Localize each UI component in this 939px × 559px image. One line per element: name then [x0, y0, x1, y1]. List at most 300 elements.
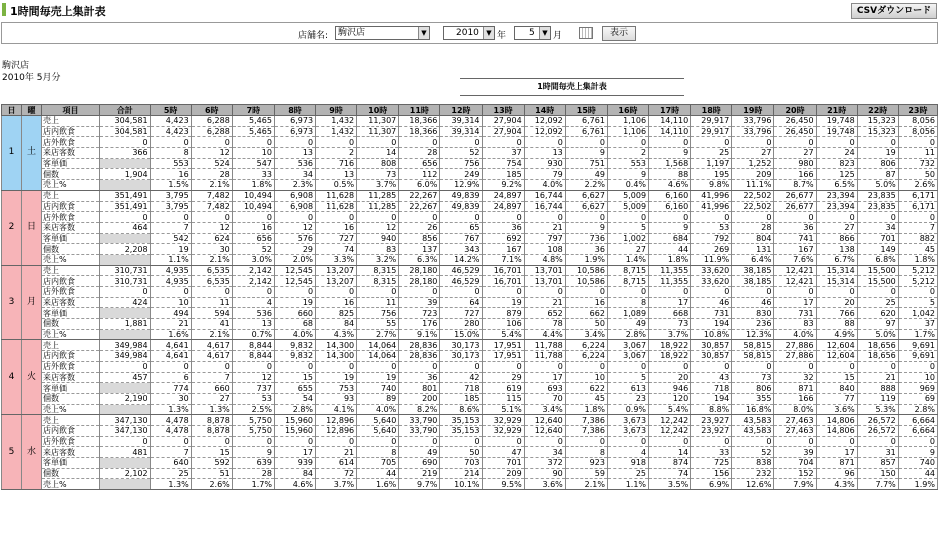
hour-cell: 21: [524, 222, 565, 233]
hour-cell: 830: [732, 308, 774, 319]
hour-cell: 0: [399, 361, 440, 372]
hour-cell: 15,323: [857, 126, 898, 137]
hour-cell: 13: [274, 148, 315, 159]
hour-cell: 12: [191, 148, 232, 159]
hour-cell: 8: [607, 297, 648, 308]
hour-cell: 542: [150, 233, 191, 244]
hour-cell: 11,788: [524, 340, 565, 351]
hour-cell: 660: [274, 308, 315, 319]
hour-cell: 37: [482, 148, 524, 159]
hour-cell: 7,386: [565, 415, 607, 426]
show-button[interactable]: 表示: [602, 26, 636, 41]
total-cell: 0: [100, 137, 151, 148]
hour-cell: 1.8%: [649, 254, 691, 265]
hour-cell: 1,432: [316, 126, 357, 137]
hour-cell: 753: [316, 383, 357, 394]
item-label: 個数: [42, 244, 100, 255]
hour-cell: 4.6%: [649, 180, 691, 191]
hour-cell: 44: [357, 468, 399, 479]
hour-cell: 0: [316, 287, 357, 298]
hour-cell: 89: [357, 393, 399, 404]
total-cell: 304,581: [100, 126, 151, 137]
hour-cell: 49,839: [440, 201, 482, 212]
column-header: 12時: [440, 105, 482, 116]
hour-cell: 3,673: [607, 425, 648, 436]
hour-cell: 10: [565, 372, 607, 383]
hour-cell: 1.1%: [607, 479, 648, 490]
hour-cell: 0: [274, 436, 315, 447]
hour-cell: 0: [316, 212, 357, 223]
hour-cell: 4.4%: [524, 329, 565, 340]
hour-cell: 19: [316, 372, 357, 383]
hour-cell: 27: [732, 148, 774, 159]
hour-cell: 30,173: [440, 340, 482, 351]
item-label: 個数: [42, 169, 100, 180]
hour-cell: 7.1%: [482, 254, 524, 265]
total-cell: [100, 404, 151, 415]
total-cell: 0: [100, 436, 151, 447]
table-row: [2, 329, 938, 340]
hour-cell: 5: [607, 372, 648, 383]
hour-cell: 31: [857, 447, 898, 458]
hour-cell: 2.8%: [274, 404, 315, 415]
hour-cell: 280: [440, 319, 482, 330]
hour-cell: 930: [524, 158, 565, 169]
month-select[interactable]: [514, 26, 551, 40]
hour-cell: 24,897: [482, 201, 524, 212]
table-body: [2, 116, 938, 490]
hour-cell: 50: [898, 169, 937, 180]
hour-cell: 5,750: [232, 415, 274, 426]
hour-cell: 5,212: [898, 276, 937, 287]
hour-cell: 9,691: [898, 351, 937, 362]
hour-cell: 15: [191, 447, 232, 458]
hour-cell: 8,878: [191, 425, 232, 436]
hour-cell: 33,796: [732, 126, 774, 137]
hour-cell: 3,673: [607, 415, 648, 426]
hour-cell: 0: [357, 212, 399, 223]
hour-cell: 36: [482, 222, 524, 233]
hour-cell: 0: [232, 212, 274, 223]
column-header: 23時: [898, 105, 937, 116]
hour-cell: 6,664: [898, 415, 937, 426]
hour-cell: 0: [774, 287, 816, 298]
hour-cell: 701: [482, 458, 524, 469]
hour-cell: 536: [232, 308, 274, 319]
total-cell: 2,208: [100, 244, 151, 255]
hour-cell: 6.8%: [857, 254, 898, 265]
table-row: [2, 137, 938, 148]
hour-cell: 553: [150, 158, 191, 169]
hour-cell: 27,886: [774, 340, 816, 351]
table-row: [2, 158, 938, 169]
hour-cell: 12: [232, 372, 274, 383]
hour-cell: 7: [150, 222, 191, 233]
hour-cell: 6,973: [274, 126, 315, 137]
hour-cell: 701: [857, 233, 898, 244]
hour-cell: 0: [232, 436, 274, 447]
hour-cell: 83: [357, 244, 399, 255]
hour-cell: 3.0%: [232, 254, 274, 265]
hour-cell: 11,628: [316, 201, 357, 212]
hour-cell: 269: [691, 244, 732, 255]
hour-cell: 6,627: [565, 201, 607, 212]
hour-cell: 1,197: [691, 158, 732, 169]
hour-cell: 624: [191, 233, 232, 244]
hour-cell: 355: [732, 393, 774, 404]
hour-cell: 0: [565, 287, 607, 298]
hour-cell: 1.3%: [191, 404, 232, 415]
hour-cell: 0: [649, 137, 691, 148]
hour-cell: 8.2%: [399, 404, 440, 415]
hour-cell: 11.9%: [691, 254, 732, 265]
hour-cell: 0: [232, 137, 274, 148]
hour-cell: 0: [440, 361, 482, 372]
hour-cell: 0: [857, 361, 898, 372]
hour-cell: 19: [150, 244, 191, 255]
hour-cell: 11,788: [524, 351, 565, 362]
hour-cell: 1.9%: [898, 479, 937, 490]
hour-cell: 6.9%: [691, 479, 732, 490]
hour-cell: 8,315: [357, 276, 399, 287]
hour-cell: 23,394: [816, 190, 857, 201]
hour-cell: 137: [399, 244, 440, 255]
hour-cell: 731: [774, 308, 816, 319]
hour-cell: 0: [691, 436, 732, 447]
hour-cell: 6.3%: [399, 254, 440, 265]
hour-cell: 9.2%: [482, 180, 524, 191]
hour-cell: 23: [607, 393, 648, 404]
hour-cell: 1.3%: [150, 479, 191, 490]
hour-cell: 236: [732, 319, 774, 330]
hour-cell: 0: [191, 212, 232, 223]
hour-cell: 26,572: [857, 415, 898, 426]
hour-cell: 741: [774, 233, 816, 244]
hour-cell: 6,160: [649, 201, 691, 212]
hour-cell: 923: [565, 458, 607, 469]
total-cell: 347,130: [100, 415, 151, 426]
hour-cell: 24,897: [482, 190, 524, 201]
hour-cell: 185: [482, 169, 524, 180]
hour-cell: 10: [232, 148, 274, 159]
hour-cell: 0: [857, 436, 898, 447]
hour-cell: 0: [274, 137, 315, 148]
hour-cell: 640: [150, 458, 191, 469]
hour-cell: 195: [691, 169, 732, 180]
column-header: 20時: [774, 105, 816, 116]
hour-cell: 19: [482, 297, 524, 308]
total-cell: 1,904: [100, 169, 151, 180]
hour-cell: 38,185: [732, 276, 774, 287]
hour-cell: 176: [399, 319, 440, 330]
hour-cell: 11: [898, 148, 937, 159]
hour-cell: 167: [482, 244, 524, 255]
hour-cell: 83: [774, 319, 816, 330]
hour-cell: 12.9%: [440, 180, 482, 191]
hour-cell: 0: [816, 137, 857, 148]
item-label: 来店客数: [42, 372, 100, 383]
item-label: 店内飲食: [42, 201, 100, 212]
hour-cell: 3.2%: [357, 254, 399, 265]
table-row: [2, 276, 938, 287]
hour-cell: 214: [440, 468, 482, 479]
hour-cell: 6,664: [898, 425, 937, 436]
table-row: [2, 393, 938, 404]
hour-cell: 6: [150, 372, 191, 383]
csv-download-button[interactable]: CSVダウンロード: [851, 3, 937, 19]
hour-cell: 10,586: [565, 276, 607, 287]
hour-cell: 43,583: [732, 415, 774, 426]
hour-cell: 0: [482, 436, 524, 447]
column-header: 日: [2, 105, 22, 116]
hour-cell: 46: [691, 297, 732, 308]
hour-cell: 52: [232, 244, 274, 255]
item-label: 売上: [42, 265, 100, 276]
table-header-row: [2, 105, 938, 116]
hour-cell: 0: [691, 287, 732, 298]
hour-cell: 4,423: [150, 126, 191, 137]
hour-cell: 0: [649, 361, 691, 372]
total-cell: 2,102: [100, 468, 151, 479]
hour-cell: 12.3%: [732, 329, 774, 340]
hour-cell: 33,790: [399, 415, 440, 426]
item-label: 客単価: [42, 158, 100, 169]
total-cell: 304,581: [100, 116, 151, 127]
hour-cell: 2.1%: [565, 479, 607, 490]
hour-cell: 3,795: [150, 190, 191, 201]
hour-cell: 547: [232, 158, 274, 169]
title-bar: [0, 0, 939, 20]
title-marker: [2, 3, 6, 16]
hour-cell: 0: [607, 287, 648, 298]
hour-cell: 12,545: [274, 276, 315, 287]
hour-cell: 18,366: [399, 126, 440, 137]
item-label: 店外飲食: [42, 287, 100, 298]
hour-cell: 32: [774, 372, 816, 383]
hour-cell: 0.5%: [316, 180, 357, 191]
total-cell: 347,130: [100, 425, 151, 436]
hour-cell: 8,715: [607, 276, 648, 287]
hour-cell: 16: [316, 222, 357, 233]
hour-cell: 22,502: [732, 190, 774, 201]
hour-cell: 9: [898, 447, 937, 458]
item-label: 個数: [42, 393, 100, 404]
hour-cell: 808: [357, 158, 399, 169]
hour-cell: 4.3%: [816, 479, 857, 490]
hour-cell: 16.8%: [732, 404, 774, 415]
hour-cell: 0: [440, 137, 482, 148]
hour-cell: 703: [440, 458, 482, 469]
hour-cell: 138: [816, 244, 857, 255]
hour-cell: 0: [898, 212, 937, 223]
item-label: 個数: [42, 319, 100, 330]
hour-cell: 797: [524, 233, 565, 244]
hour-cell: 14,064: [357, 351, 399, 362]
hour-cell: 68: [274, 319, 315, 330]
hour-cell: 8,056: [898, 126, 937, 137]
hour-cell: 28,836: [399, 351, 440, 362]
hour-cell: 4,478: [150, 425, 191, 436]
hour-cell: 19,748: [816, 116, 857, 127]
hour-cell: 0: [607, 436, 648, 447]
hour-cell: 0: [898, 287, 937, 298]
hour-cell: 150: [857, 468, 898, 479]
hour-cell: 6,224: [565, 351, 607, 362]
hour-cell: 26,677: [774, 190, 816, 201]
hour-cell: 1.1%: [150, 254, 191, 265]
hour-cell: 49,839: [440, 190, 482, 201]
column-header: 10時: [357, 105, 399, 116]
hour-cell: 26: [399, 222, 440, 233]
hour-cell: 4.3%: [316, 329, 357, 340]
hour-cell: 0: [482, 287, 524, 298]
hour-cell: 980: [774, 158, 816, 169]
hour-cell: 64: [440, 297, 482, 308]
hour-cell: 20: [816, 297, 857, 308]
hour-cell: 12,421: [774, 276, 816, 287]
hour-cell: 1.9%: [565, 254, 607, 265]
hour-cell: 0: [857, 287, 898, 298]
hour-cell: 684: [649, 233, 691, 244]
hour-cell: 4.0%: [274, 329, 315, 340]
total-cell: 0: [100, 212, 151, 223]
hour-cell: 882: [898, 233, 937, 244]
table-row: [2, 201, 938, 212]
calendar-icon[interactable]: [579, 27, 593, 39]
column-header: 項目: [42, 105, 100, 116]
hour-cell: 209: [732, 169, 774, 180]
hour-cell: 32,929: [482, 415, 524, 426]
hour-cell: 4.0%: [357, 404, 399, 415]
hour-cell: 28: [732, 222, 774, 233]
hour-cell: 2,142: [232, 276, 274, 287]
hour-cell: 0: [191, 361, 232, 372]
hour-cell: 93: [316, 393, 357, 404]
hour-cell: 751: [565, 158, 607, 169]
chevron-down-icon: ▼: [418, 27, 429, 39]
item-label: 店外飲食: [42, 436, 100, 447]
hour-cell: 41,996: [691, 190, 732, 201]
hour-cell: 0: [274, 287, 315, 298]
month-select-value: 5: [529, 28, 535, 38]
hour-cell: 90: [524, 468, 565, 479]
item-label: 売上: [42, 415, 100, 426]
total-cell: 424: [100, 297, 151, 308]
hour-cell: 8,715: [607, 265, 648, 276]
hour-cell: 3.7%: [649, 329, 691, 340]
hour-cell: 13: [232, 319, 274, 330]
hour-cell: 37: [898, 319, 937, 330]
table-row: [2, 233, 938, 244]
column-header: 8時: [274, 105, 315, 116]
hour-cell: 6,224: [565, 340, 607, 351]
hour-cell: 8,844: [232, 351, 274, 362]
hour-cell: 592: [191, 458, 232, 469]
hour-cell: 5: [607, 222, 648, 233]
hour-cell: 7.9%: [774, 479, 816, 490]
hour-cell: 16: [565, 297, 607, 308]
hour-cell: 9.7%: [399, 479, 440, 490]
hour-cell: 26,450: [774, 116, 816, 127]
hour-cell: 36: [399, 372, 440, 383]
hour-cell: 10.1%: [440, 479, 482, 490]
hour-cell: 0: [150, 361, 191, 372]
hour-cell: 1,042: [898, 308, 937, 319]
hour-cell: 0: [482, 137, 524, 148]
hour-cell: 0: [524, 361, 565, 372]
hour-cell: 49: [565, 169, 607, 180]
hour-cell: 50: [565, 319, 607, 330]
hour-cell: 167: [774, 244, 816, 255]
hour-cell: 0: [357, 137, 399, 148]
hour-cell: 0: [691, 361, 732, 372]
hour-cell: 166: [774, 393, 816, 404]
store-select[interactable]: [335, 26, 430, 40]
column-header: 9時: [316, 105, 357, 116]
hour-cell: 65: [440, 222, 482, 233]
hour-cell: 30,173: [440, 351, 482, 362]
table-row: [2, 404, 938, 415]
hour-cell: 792: [691, 233, 732, 244]
hour-cell: 5: [898, 297, 937, 308]
hour-cell: 45: [565, 393, 607, 404]
table-row: [2, 458, 938, 469]
hour-cell: 10.8%: [691, 329, 732, 340]
hour-cell: 622: [565, 383, 607, 394]
hour-cell: 3,795: [150, 201, 191, 212]
hour-cell: 21: [316, 447, 357, 458]
hour-cell: 14.2%: [440, 254, 482, 265]
hour-cell: 149: [857, 244, 898, 255]
hour-cell: 7,386: [565, 425, 607, 436]
hour-cell: 0: [232, 287, 274, 298]
hour-cell: 25: [691, 148, 732, 159]
table-row: [2, 265, 938, 276]
hour-cell: 639: [232, 458, 274, 469]
hour-cell: 9: [232, 447, 274, 458]
hour-cell: 73: [649, 319, 691, 330]
hour-cell: 14,300: [316, 351, 357, 362]
hour-cell: 16,744: [524, 190, 565, 201]
hour-cell: 13,701: [524, 265, 565, 276]
hour-cell: 6,627: [565, 190, 607, 201]
hour-cell: 16: [150, 169, 191, 180]
total-cell: [100, 158, 151, 169]
table-row: [2, 372, 938, 383]
hour-cell: 152: [774, 468, 816, 479]
hour-cell: 1,106: [607, 126, 648, 137]
hour-cell: 692: [482, 233, 524, 244]
page-title: 1時間毎売上集計表: [10, 5, 106, 18]
hour-cell: 652: [524, 308, 565, 319]
day-cell: 4: [2, 340, 22, 415]
hour-cell: 27,463: [774, 415, 816, 426]
hour-cell: 44: [898, 468, 937, 479]
hour-cell: 4.8%: [524, 254, 565, 265]
hour-cell: 200: [399, 393, 440, 404]
hour-cell: 18,366: [399, 116, 440, 127]
hour-cell: 718: [691, 383, 732, 394]
hour-cell: 662: [565, 308, 607, 319]
hour-cell: 9: [649, 148, 691, 159]
total-cell: 0: [100, 361, 151, 372]
table-row: [2, 415, 938, 426]
hour-cell: 2.7%: [357, 329, 399, 340]
hour-cell: 15,314: [816, 265, 857, 276]
hour-cell: 3,067: [607, 340, 648, 351]
hour-cell: 838: [732, 458, 774, 469]
year-select[interactable]: [443, 26, 495, 40]
